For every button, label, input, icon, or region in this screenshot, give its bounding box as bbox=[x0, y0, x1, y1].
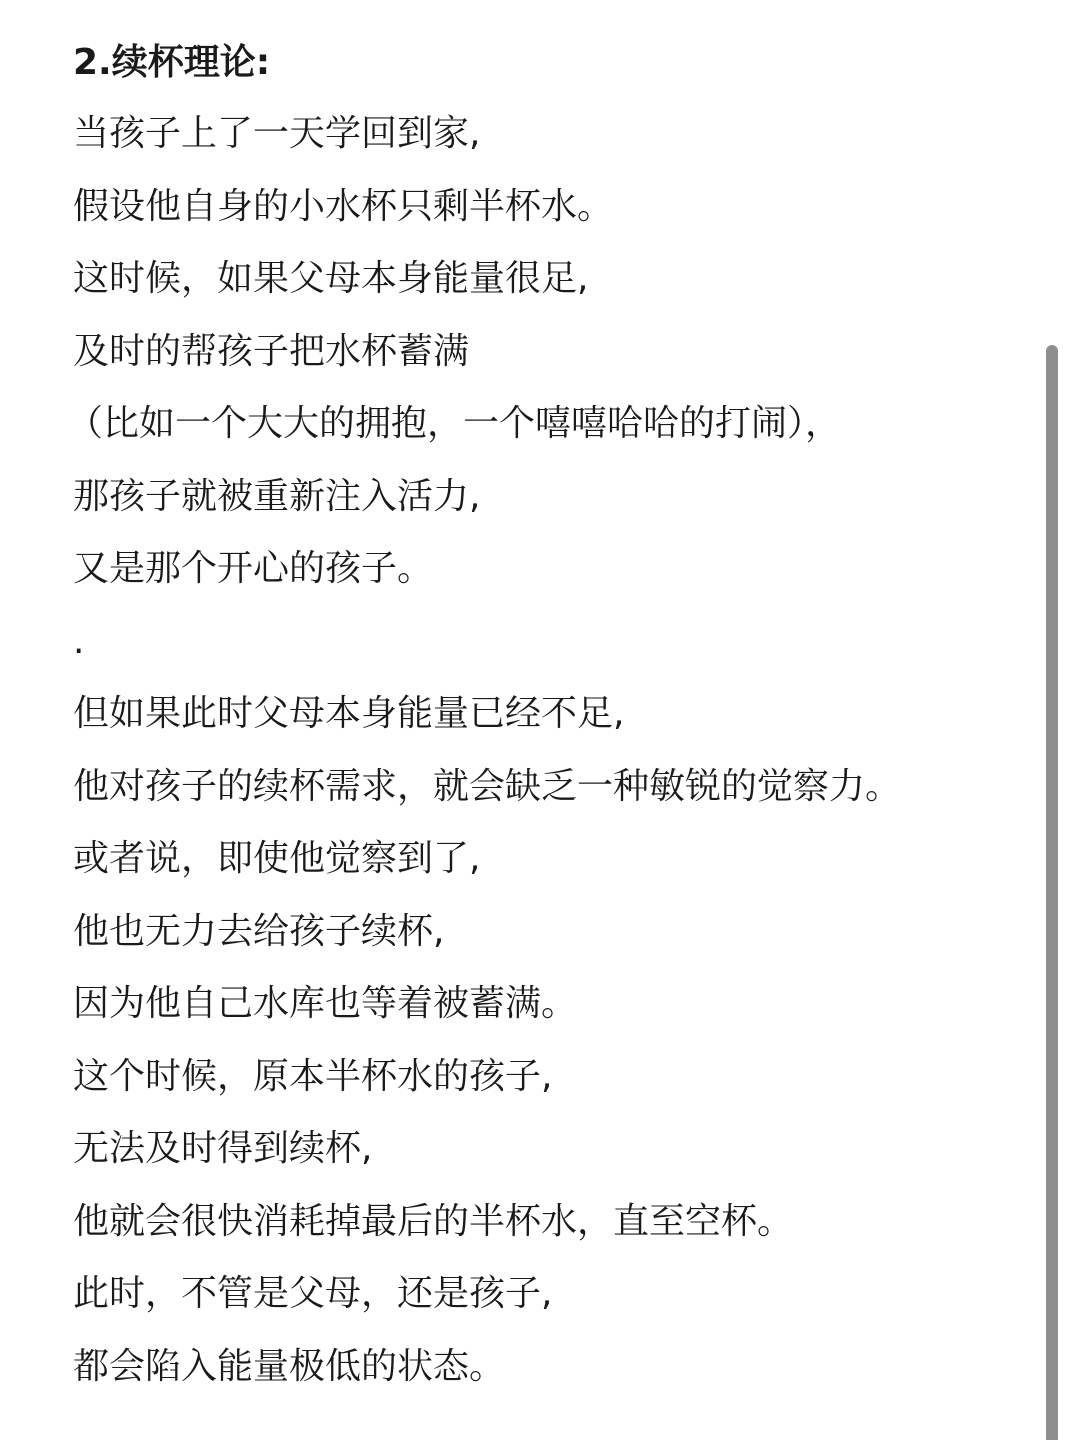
text-line-12: 因为他自己水库也等着被蓄满。 bbox=[73, 983, 578, 1024]
section-heading: 2.续杯理论: bbox=[73, 42, 271, 83]
text-line-3: 这时候，如果父母本身能量很足, bbox=[73, 258, 589, 299]
text-line-8: 但如果此时父母本身能量已经不足, bbox=[73, 693, 625, 734]
text-line-4: 及时的帮孩子把水杯蓄满 bbox=[73, 330, 470, 372]
text-line-separator: . bbox=[73, 620, 85, 662]
text-line-1: 当孩子上了一天学回到家, bbox=[73, 113, 481, 154]
text-line-9: 他对孩子的续杯需求，就会缺乏一种敏锐的觉察力。 bbox=[73, 765, 902, 807]
text-line-2: 假设他自身的小水杯只剩半杯水。 bbox=[73, 185, 614, 227]
text-line-6: 那孩子就被重新注入活力, bbox=[73, 475, 481, 517]
text-line-10: 或者说，即使他觉察到了, bbox=[73, 838, 481, 879]
text-line-13: 这个时候，原本半杯水的孩子, bbox=[73, 1055, 553, 1097]
text-line-15: 他就会很快消耗掉最后的半杯水，直至空杯。 bbox=[73, 1200, 794, 1242]
text-line-17: 都会陷入能量极低的状态。 bbox=[73, 1345, 506, 1387]
text-line-16: 此时，不管是父母，还是孩子, bbox=[73, 1273, 553, 1314]
text-line-11: 他也无力去给孩子续杯, bbox=[73, 910, 445, 952]
text-line-7: 又是那个开心的孩子。 bbox=[73, 548, 434, 589]
text-line-14: 无法及时得到续杯, bbox=[73, 1128, 373, 1169]
body-text bbox=[67, 98, 1033, 1403]
text-line-5: （比如一个大大的拥抱，一个嘻嘻哈哈的打闹）， bbox=[67, 403, 842, 444]
vertical-scrollbar[interactable] bbox=[1046, 345, 1058, 1440]
